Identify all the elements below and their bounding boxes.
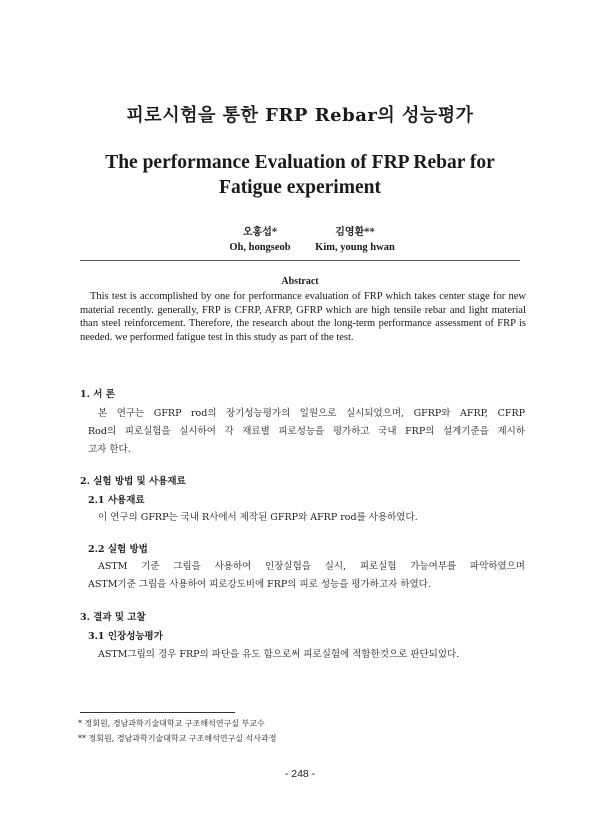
- abstract-heading: Abstract: [281, 276, 319, 287]
- header-divider: [80, 260, 520, 261]
- section-1-line-1: 본 연구는 GFRP rod의 장기성능평가의 일원으로 실시되었으며, GFRP와 AFRP, CFRP: [98, 408, 525, 419]
- section-2-2-heading: 2.2 실험 방법: [88, 544, 148, 555]
- page-number: - 248 -: [284, 768, 316, 780]
- paper-title-english: [0, 150, 600, 200]
- author-1-name-english: Oh, hongseob: [229, 242, 291, 253]
- author-1: [210, 223, 310, 253]
- section-1-line-3: 고자 한다.: [88, 444, 131, 455]
- paper-title-korean: 피로시험을 통한 FRP Rebar의 성능평가: [126, 105, 474, 126]
- author-1-name-korean: 오홍섭*: [242, 227, 278, 238]
- section-2-1-line-1: 이 연구의 GFRP는 국내 R사에서 제작된 GFRP와 AFRP rod를 사용하였다.: [98, 512, 418, 523]
- author-2-name-english: Kim, young hwan: [315, 242, 395, 253]
- footnote-2: ** 정회원, 경남과학기술대학교 구조해석연구실 석사과정: [78, 734, 277, 743]
- paper-title-english-line2: Fatigue experiment: [219, 177, 381, 198]
- section-3-1-line-1: ASTM그립의 경우 FRP의 파단을 유도 함으로써 피로실험에 적합한것으로 판단되었다.: [98, 649, 460, 660]
- section-1-heading: 1. 서 론: [80, 389, 115, 400]
- section-2-2-line-1: ASTM 기준 그립을 사용하여 인장실험을 실시, 피로실험 가능여부를 파악하였으며: [98, 561, 525, 572]
- paper-title-english-line1: The performance Evaluation of FRP Rebar for: [105, 152, 495, 173]
- section-2-heading: 2. 실험 방법 및 사용재료: [80, 476, 186, 487]
- section-1-line-2: Rod의 피로실험을 실시하여 각 재료별 피로성능을 평가하고 국내 FRP의 설계기준을 제시하: [88, 426, 525, 437]
- author-2: [300, 223, 410, 253]
- author-2-name-korean: 김영환**: [335, 227, 375, 238]
- footnote-divider: [80, 712, 235, 713]
- section-2-1-heading: 2.1 사용재료: [88, 495, 145, 506]
- section-2-2-line-2: ASTM기준 그립을 사용하여 피로강도비에 FRP의 피로 성능을 평가하고자 하였다.: [88, 579, 431, 590]
- section-3-1-heading: 3.1 인장성능평가: [88, 631, 163, 642]
- abstract-text: This test is accomplished by one for performance evaluation of FRP which takes center stage for new material recently. generally, FRP is CFRP, AFRP, GFRP which are high tensile rebar and light material than steel reinforcement. Therefore, the research about the long-term performance assessment of FRP is needed. we performed fatigue test in this study as part of the test.: [80, 291, 526, 343]
- footnote-1: * 정회원, 경남과학기술대학교 구조해석연구실 부교수: [78, 719, 265, 728]
- section-3-heading: 3. 결과 및 고찰: [80, 612, 146, 623]
